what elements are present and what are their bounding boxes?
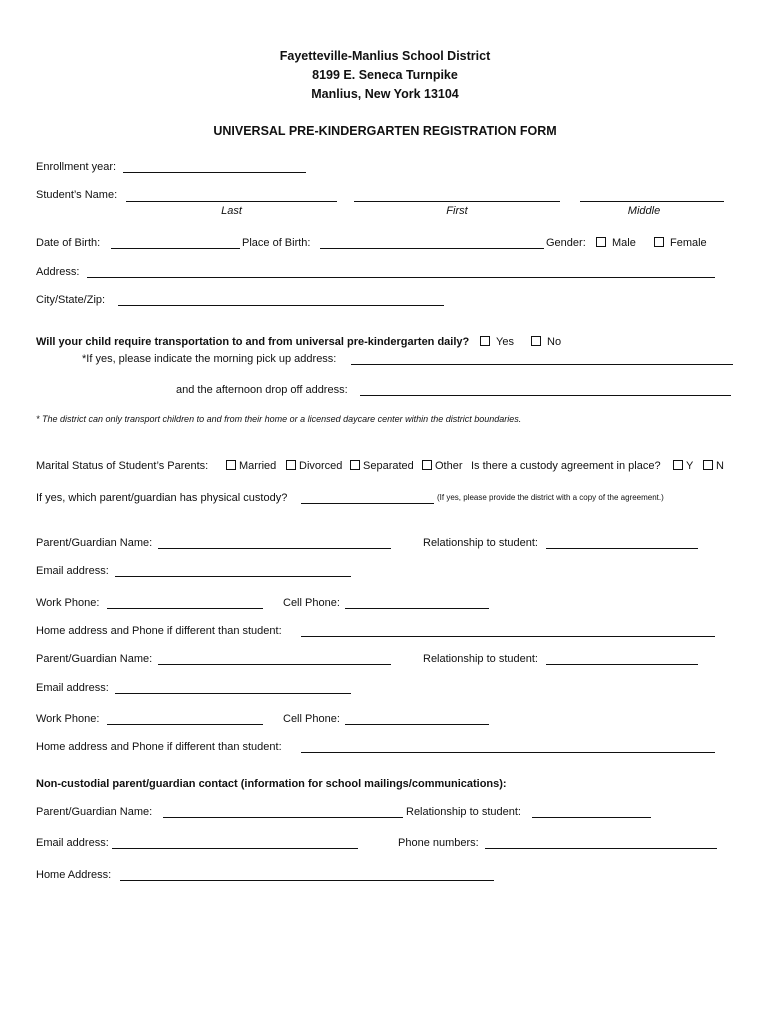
transport-note: * The district can only transport children to and from their home or a licensed daycare center within the district boundaries. [36,414,522,424]
guardian1-work-phone-label: Work Phone: [36,597,100,609]
morning-pickup-label: *If yes, please indicate the morning pick up address: [82,353,337,365]
guardian2-email-label: Email address: [36,682,109,694]
middle-caption: Middle [627,205,661,217]
district-street: 8199 E. Seneca Turnpike [312,68,458,82]
gender-label: Gender: [546,237,586,249]
guardian2-cell-phone-label: Cell Phone: [283,713,340,725]
enrollment-year-field[interactable] [123,172,306,173]
transport-yes-checkbox[interactable] [480,336,490,346]
guardian2-work-phone-field[interactable] [107,724,263,725]
noncustodial-relationship-field[interactable] [532,817,651,818]
guardian1-home-field[interactable] [301,636,715,637]
noncustodial-phone-label: Phone numbers: [398,837,479,849]
form-title: UNIVERSAL PRE-KINDERGARTEN REGISTRATION FORM [213,124,557,138]
custody-y-option[interactable]: Y [673,460,693,472]
address-label: Address: [36,266,80,278]
noncustodial-home-field[interactable] [120,880,494,881]
guardian1-email-field[interactable] [115,576,351,577]
last-caption: Last [221,205,242,217]
guardian1-email-label: Email address: [36,565,109,577]
guardian2-home-label: Home address and Phone if different than student: [36,741,282,753]
guardian1-name-field[interactable] [158,548,391,549]
noncustodial-heading: Non-custodial parent/guardian contact (information for school mailings/communications): [36,778,507,790]
city-state-zip-field[interactable] [118,305,444,306]
married-checkbox[interactable] [226,460,236,470]
other-checkbox[interactable] [422,460,432,470]
marital-divorced-option[interactable]: Divorced [286,460,342,472]
noncustodial-name-field[interactable] [163,817,403,818]
separated-checkbox[interactable] [350,460,360,470]
marital-status-label: Marital Status of Student’s Parents: [36,460,209,472]
guardian2-name-field[interactable] [158,664,391,665]
custody-n-checkbox[interactable] [703,460,713,470]
physical-custody-label: If yes, which parent/guardian has physical custody? [36,492,288,504]
noncustodial-home-label: Home Address: [36,869,112,881]
transport-question: Will your child require transportation to and from universal pre-kindergarten daily? [36,336,470,348]
first-caption: First [446,205,468,217]
custody-question: Is there a custody agreement in place? [471,460,661,472]
guardian1-home-label: Home address and Phone if different than student: [36,625,282,637]
district-city: Manlius, New York 13104 [311,87,459,101]
guardian1-cell-phone-field[interactable] [345,608,489,609]
student-first-name-field[interactable] [354,201,560,202]
marital-separated-option[interactable]: Separated [350,460,414,472]
address-field[interactable] [87,277,715,278]
guardian2-relationship-label: Relationship to student: [423,653,538,665]
student-middle-name-field[interactable] [580,201,724,202]
custody-y-checkbox[interactable] [673,460,683,470]
marital-other-option[interactable]: Other [422,460,463,472]
dob-label: Date of Birth: [36,237,101,249]
afternoon-dropoff-label: and the afternoon drop off address: [176,384,348,396]
guardian2-name-label: Parent/Guardian Name: [36,653,153,665]
guardian1-relationship-label: Relationship to student: [423,537,538,549]
guardian2-work-phone-label: Work Phone: [36,713,100,725]
marital-married-option[interactable]: Married [226,460,276,472]
guardian2-cell-phone-field[interactable] [345,724,489,725]
divorced-checkbox[interactable] [286,460,296,470]
female-checkbox[interactable] [654,237,664,247]
district-name: Fayetteville-Manlius School District [279,49,491,63]
guardian1-relationship-field[interactable] [546,548,698,549]
student-name-label: Student’s Name: [36,189,118,201]
dob-field[interactable] [111,248,240,249]
morning-pickup-field[interactable] [351,364,733,365]
afternoon-dropoff-field[interactable] [360,395,731,396]
city-state-zip-label: City/State/Zip: [36,294,106,306]
noncustodial-relationship-label: Relationship to student: [406,806,521,818]
guardian1-cell-phone-label: Cell Phone: [283,597,340,609]
noncustodial-email-label: Email address: [36,837,109,849]
custody-agreement-note: (If yes, please provide the district with a copy of the agreement.) [437,493,664,502]
place-of-birth-field[interactable] [320,248,544,249]
male-checkbox[interactable] [596,237,606,247]
noncustodial-name-label: Parent/Guardian Name: [36,806,153,818]
transport-no-checkbox[interactable] [531,336,541,346]
guardian1-name-label: Parent/Guardian Name: [36,537,153,549]
enrollment-year-label: Enrollment year: [36,161,117,173]
physical-custody-field[interactable] [301,503,434,504]
guardian1-work-phone-field[interactable] [107,608,263,609]
guardian2-relationship-field[interactable] [546,664,698,665]
custody-n-option[interactable]: N [703,460,724,472]
gender-male-option[interactable]: Male [596,237,636,249]
transport-no-option[interactable]: No [531,336,561,348]
student-last-name-field[interactable] [126,201,337,202]
noncustodial-phone-field[interactable] [485,848,717,849]
place-of-birth-label: Place of Birth: [242,237,311,249]
guardian2-home-field[interactable] [301,752,715,753]
guardian2-email-field[interactable] [115,693,351,694]
noncustodial-email-field[interactable] [112,848,358,849]
gender-female-option[interactable]: Female [654,237,707,249]
transport-yes-option[interactable]: Yes [480,336,514,348]
